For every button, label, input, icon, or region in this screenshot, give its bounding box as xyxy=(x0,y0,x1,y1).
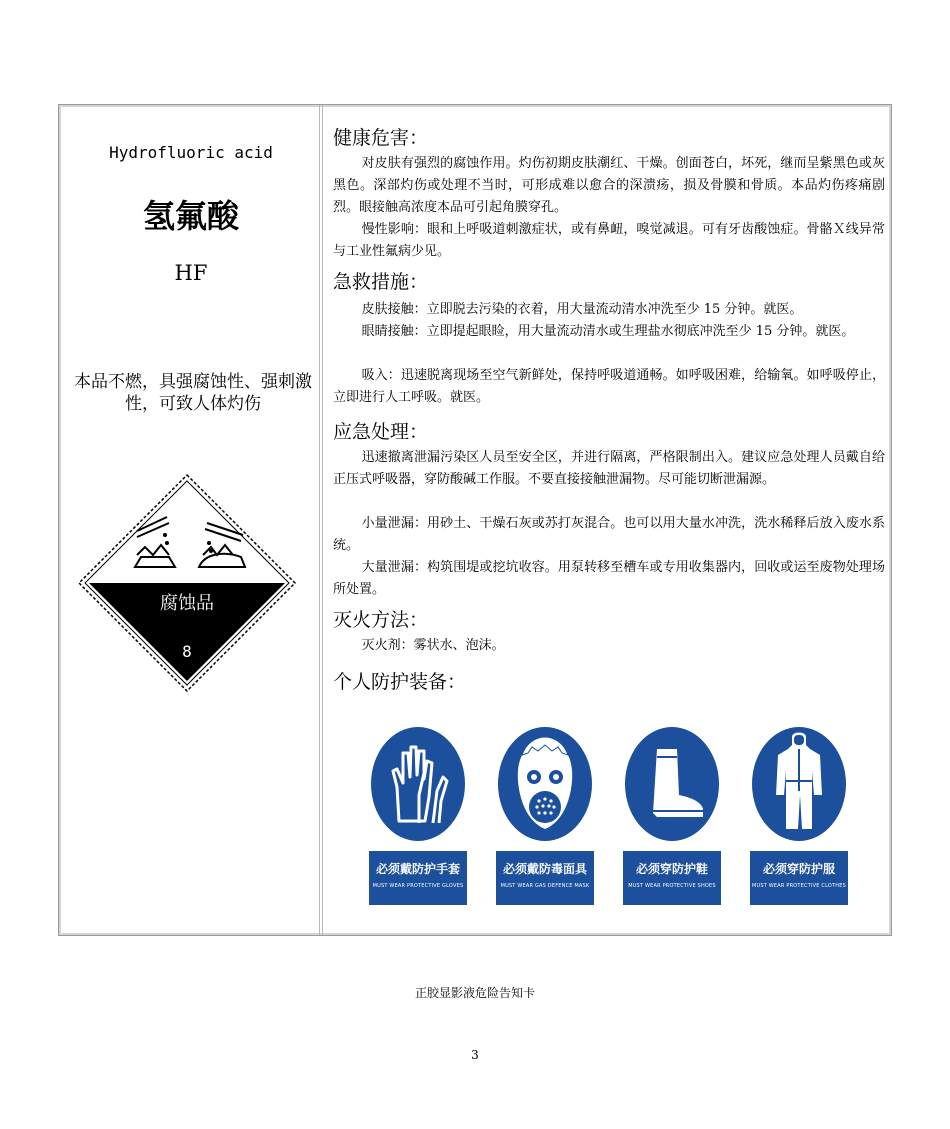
english-name: Hydrofluoric acid xyxy=(109,143,273,162)
diamond-class-number: 8 xyxy=(182,642,192,661)
gloves-icon xyxy=(369,725,467,843)
ppe-label-en: MUST WEAR GAS DEFENCE MASK xyxy=(500,883,590,889)
hazard-card xyxy=(58,104,892,936)
emergency-paragraph: 小量泄漏：用砂土、干燥石灰或苏打灰混合。也可以用大量水冲洗，洗水稀释后放入废水系统。 xyxy=(333,516,885,553)
ppe-label-cn: 必须穿防护服 xyxy=(762,862,835,876)
first-aid-paragraph: 眼睛接触：立即提起眼睑，用大量流动清水或生理盐水彻底冲洗至少 15 分钟。就医。 xyxy=(361,324,855,339)
ppe-label xyxy=(496,851,594,905)
page-number: 3 xyxy=(471,1048,479,1062)
protective-suit-icon xyxy=(750,725,848,843)
health-heading: 健康危害： xyxy=(333,127,429,149)
first-aid-paragraph: 吸入：迅速脱离现场至空气新鲜处，保持呼吸道通畅。如呼吸困难，给输氧。如呼吸停止，立即进行人工呼吸。就医。 xyxy=(333,368,885,405)
ppe-sign-gloves xyxy=(369,725,467,905)
ppe-sign-suit xyxy=(750,725,848,905)
first-aid-paragraph: 皮肤接触：立即脱去污染的衣着，用大量流动清水冲洗至少 15 分钟。就医。 xyxy=(361,302,803,317)
first-aid-heading: 急救措施： xyxy=(333,271,429,293)
ppe-label-cn: 必须戴防护手套 xyxy=(375,862,460,876)
ppe-label-en: MUST WEAR PROTECTIVE GLOVES xyxy=(372,883,464,889)
health-paragraph: 对皮肤有强烈的腐蚀作用。灼伤初期皮肤潮红、干燥。创面苍白，坏死，继而呈紫黑色或灰黑色。深部灼伤或处理不当时，可形成难以愈合的深溃疡，损及骨膜和骨质。本品灼伤疼痛剧烈。眼接触高浓度本品可引起角膜穿孔。 xyxy=(333,156,885,215)
ppe-label-en: MUST WEAR PROTECTIVE CLOTHES xyxy=(752,883,846,889)
boot-icon xyxy=(623,725,721,843)
ppe-label xyxy=(623,851,721,905)
gas-mask-icon xyxy=(496,725,594,843)
emergency-paragraph: 大量泄漏：构筑围堤或挖坑收容。用泵转移至槽车或专用收集器内，回收或运至废物处理场所处置。 xyxy=(333,560,885,597)
chinese-name: 氢氟酸 xyxy=(142,197,239,235)
corrosive-diamond-icon xyxy=(75,471,299,695)
chemical-formula: HF xyxy=(174,261,208,285)
ppe-sign-boot xyxy=(623,725,721,905)
ppe-label xyxy=(750,851,848,905)
diamond-label: 腐蚀品 xyxy=(160,593,214,614)
ppe-label-en: MUST WEAR PROTECTIVE SHOES xyxy=(628,883,716,889)
health-paragraph: 慢性影响：眼和上呼吸道刺激症状，或有鼻衄，嗅觉减退。可有牙齿酸蚀症。骨骼Ｘ线异常与工业性氟病少见。 xyxy=(333,222,885,259)
emergency-heading: 应急处理： xyxy=(333,421,429,443)
ppe-label-cn: 必须戴防毒面具 xyxy=(502,862,587,876)
fire-heading: 灭火方法： xyxy=(333,609,429,631)
hazard-summary: 本品不燃，具强腐蚀性、强刺激性，可致人体灼伤 xyxy=(74,372,312,414)
footer-caption: 正胶显影液危险告知卡 xyxy=(414,986,535,1000)
ppe-label xyxy=(369,851,467,905)
fire-paragraph: 灭火剂：雾状水、泡沫。 xyxy=(361,638,505,653)
ppe-signs xyxy=(369,725,849,905)
ppe-heading: 个人防护装备： xyxy=(333,671,467,693)
ppe-label-cn: 必须穿防护鞋 xyxy=(635,862,708,876)
ppe-sign-gas-mask xyxy=(496,725,594,905)
emergency-paragraph: 迅速撤离泄漏污染区人员至安全区，并进行隔离，严格限制出入。建议应急处理人员戴自给正压式呼吸器，穿防酸碱工作服。不要直接接触泄漏物。尽可能切断泄漏源。 xyxy=(333,450,885,487)
identity-column xyxy=(59,105,323,935)
details-column xyxy=(329,105,891,935)
